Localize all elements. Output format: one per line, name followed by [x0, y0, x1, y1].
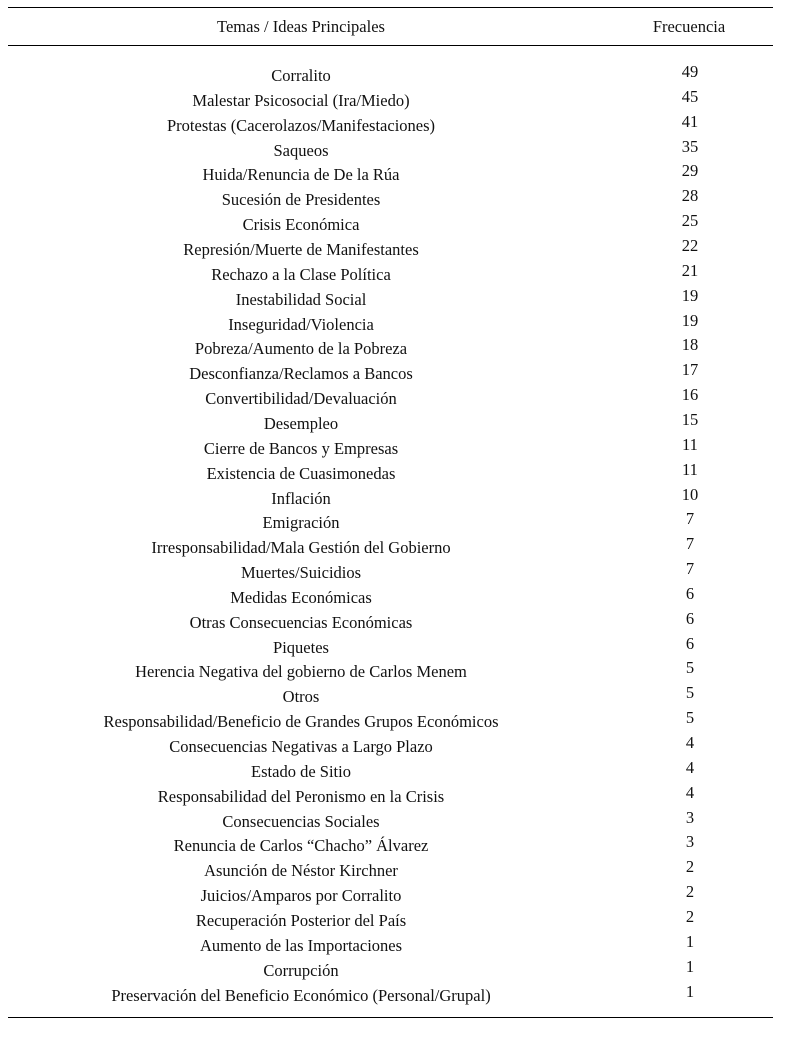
frequency-cell: 5	[685, 683, 695, 703]
frequency-cell: 19	[681, 310, 699, 330]
table-row	[0, 857, 796, 879]
column-header-frequency: Frecuencia	[652, 17, 726, 36]
frequency-cell: 5	[685, 708, 695, 728]
column-header-themes: Temas / Ideas Principales	[217, 17, 385, 36]
frequency-cell: 35	[681, 136, 699, 156]
table-row	[0, 112, 796, 134]
frequency-cell: 7	[685, 559, 695, 578]
frequency-cell: 1	[685, 981, 695, 1001]
table-row	[0, 957, 796, 979]
table-row	[0, 335, 796, 357]
table-row	[0, 161, 796, 183]
table-row	[0, 832, 796, 854]
theme-cell: Inestabilidad Social	[235, 289, 367, 309]
frequency-cell: 2	[685, 857, 695, 877]
frequency-cell: 3	[685, 807, 695, 827]
theme-cell: Responsabilidad del Peronismo en la Crisis	[157, 786, 445, 806]
table-row	[0, 559, 796, 581]
theme-cell: Convertibilidad/Devaluación	[205, 389, 397, 409]
theme-cell: Sucesión de Presidentes	[221, 190, 381, 210]
table-row	[0, 758, 796, 780]
frequency-cell: 25	[681, 211, 699, 231]
table-row	[0, 485, 796, 507]
frequency-cell: 15	[681, 409, 699, 429]
theme-cell: Emigración	[262, 513, 340, 533]
frequency-cell: 7	[685, 534, 695, 554]
frequency-cell: 6	[685, 633, 695, 653]
table-row	[0, 236, 796, 258]
theme-cell: Saqueos	[273, 140, 329, 160]
frequency-cell: 5	[685, 658, 695, 678]
table-row	[0, 783, 796, 805]
theme-cell: Recuperación Posterior del País	[195, 910, 407, 930]
table-row	[0, 261, 796, 283]
table-row	[0, 62, 796, 84]
theme-cell: Pobreza/Aumento de la Pobreza	[194, 339, 408, 359]
theme-cell: Consecuencias Sociales	[222, 811, 380, 831]
table-row	[0, 609, 796, 631]
table-row	[0, 137, 796, 159]
theme-cell: Asunción de Néstor Kirchner	[204, 861, 398, 881]
frequency-cell: 11	[682, 459, 698, 479]
theme-cell: Corralito	[271, 66, 331, 85]
theme-cell: Estado de Sitio	[251, 761, 351, 781]
theme-cell: Irresponsabilidad/Mala Gestión del Gobierno	[151, 538, 451, 558]
table-row	[0, 658, 796, 680]
frequency-cell: 11	[682, 434, 698, 454]
frequency-cell: 17	[681, 360, 699, 380]
table-row	[0, 534, 796, 556]
theme-cell: Rechazo a la Clase Política	[211, 264, 391, 284]
theme-cell: Aumento de las Importaciones	[199, 935, 403, 955]
frequency-cell: 16	[681, 385, 699, 405]
table-row	[0, 186, 796, 208]
frequency-cell: 2	[685, 906, 695, 926]
table-row	[0, 808, 796, 830]
frequency-cell: 6	[685, 583, 695, 603]
theme-cell: Consecuencias Negativas a Largo Plazo	[169, 737, 433, 756]
theme-cell: Represión/Muerte de Manifestantes	[183, 240, 419, 259]
table-row	[0, 982, 796, 1004]
theme-cell: Piquetes	[273, 637, 329, 657]
table-row	[0, 286, 796, 308]
table-row	[0, 584, 796, 606]
theme-cell: Otras Consecuencias Económicas	[189, 612, 413, 632]
header-rule	[8, 45, 773, 46]
table-row	[0, 733, 796, 755]
frequency-cell: 1	[685, 956, 695, 976]
theme-cell: Renuncia de Carlos “Chacho” Álvarez	[173, 836, 429, 856]
theme-cell: Responsabilidad/Beneficio de Grandes Grupos Económicos	[103, 712, 499, 732]
table-row	[0, 311, 796, 333]
theme-cell: Inflación	[271, 488, 331, 508]
table-row	[0, 683, 796, 705]
table-row	[0, 360, 796, 382]
theme-cell: Muertes/Suicidios	[240, 563, 362, 582]
frequency-cell: 18	[681, 335, 699, 355]
frequency-cell: 10	[681, 484, 699, 504]
frequency-cell: 4	[685, 757, 695, 777]
frequency-cell: 19	[681, 285, 699, 305]
table-row	[0, 460, 796, 482]
theme-cell: Desconfianza/Reclamos a Bancos	[189, 364, 413, 384]
table-bottom-rule	[8, 1017, 773, 1018]
frequency-cell: 4	[685, 782, 695, 802]
table-row	[0, 509, 796, 531]
table-row	[0, 882, 796, 904]
theme-cell: Protestas (Cacerolazos/Manifestaciones)	[166, 115, 436, 135]
frequency-cell: 22	[681, 236, 699, 255]
table-row	[0, 708, 796, 730]
table-row	[0, 932, 796, 954]
theme-cell: Inseguridad/Violencia	[228, 314, 374, 334]
theme-cell: Cierre de Bancos y Empresas	[203, 438, 399, 458]
theme-cell: Malestar Psicosocial (Ira/Miedo)	[192, 90, 410, 110]
frequency-cell: 29	[681, 161, 699, 181]
frequency-cell: 21	[681, 260, 699, 280]
frequency-cell: 45	[681, 86, 699, 106]
theme-cell: Existencia de Cuasimonedas	[206, 463, 396, 483]
frequency-cell: 7	[685, 509, 695, 529]
frequency-cell: 4	[685, 733, 695, 752]
table-row	[0, 410, 796, 432]
table-row	[0, 211, 796, 233]
table-row	[0, 87, 796, 109]
theme-cell: Medidas Económicas	[230, 587, 372, 607]
table-row	[0, 385, 796, 407]
frequency-cell: 49	[681, 62, 699, 81]
frequency-cell: 3	[685, 832, 695, 852]
frequency-cell: 1	[685, 931, 695, 951]
theme-cell: Preservación del Beneficio Económico (Personal/Grupal)	[111, 985, 491, 1005]
table-row	[0, 634, 796, 656]
table-row	[0, 435, 796, 457]
theme-cell: Herencia Negativa del gobierno de Carlos Menem	[135, 662, 467, 682]
theme-cell: Juicios/Amparos por Corralito	[200, 886, 402, 906]
frequency-cell: 41	[681, 111, 699, 131]
theme-cell: Corrupción	[263, 960, 339, 980]
theme-cell: Crisis Económica	[242, 215, 360, 235]
theme-cell: Otros	[282, 687, 320, 707]
frequency-cell: 28	[681, 186, 699, 206]
table-top-rule	[8, 7, 773, 8]
table-row	[0, 907, 796, 929]
theme-cell: Desempleo	[263, 413, 339, 433]
theme-cell: Huida/Renuncia de De la Rúa	[202, 165, 400, 185]
frequency-cell: 6	[685, 608, 695, 628]
frequency-cell: 2	[685, 882, 695, 902]
